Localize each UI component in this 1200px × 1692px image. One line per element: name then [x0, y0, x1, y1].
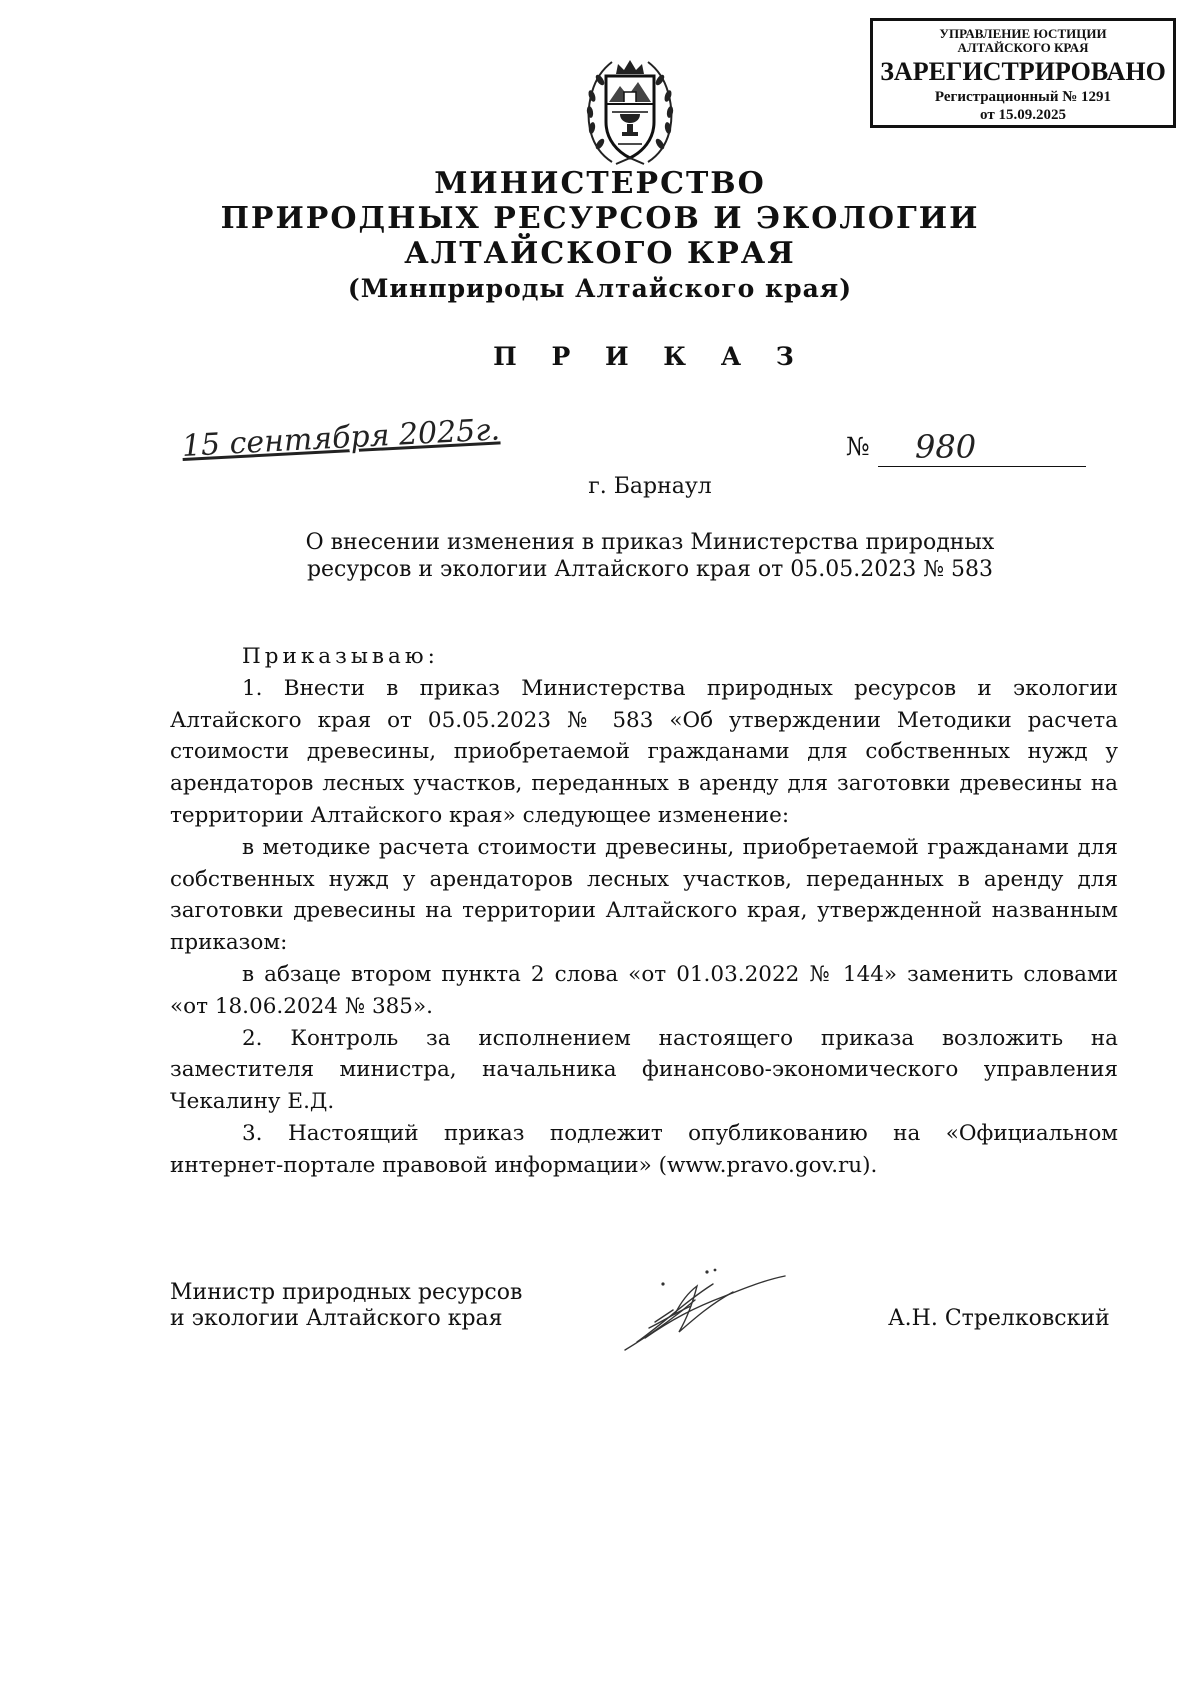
number-label: № — [846, 432, 870, 461]
stamp-status: ЗАРЕГИСТРИРОВАНО — [880, 57, 1166, 86]
order-lead: Приказываю: — [242, 644, 439, 669]
stamp-authority-line1: УПРАВЛЕНИЕ ЮСТИЦИИ — [939, 26, 1107, 41]
order-item-2: 2. Контроль за исполнением настоящего приказа возложить на заместителя министра, начальника финансово-экономического управления Чекалину Е.Д. — [170, 1025, 1118, 1115]
stamp-reg-date: от 15.09.2025 — [980, 107, 1066, 123]
position-line-2: и экологии Алтайского края — [170, 1306, 503, 1331]
coat-of-arms-emblem — [582, 56, 678, 172]
order-item-1-amendment: в методике расчета стоимости древесины, приобретаемой гражданами для собственных нужд у арендаторов лесных участков, переданных в аренду для заготовки древесины на территории Алтайского края, утвержденной названным приказом: — [170, 834, 1118, 956]
subject-line-2: ресурсов и экологии Алтайского края от 05.05.2023 № 583 — [306, 557, 994, 582]
handwritten-date: 15 сентября 2025г. — [181, 412, 501, 464]
number-underline — [878, 466, 1086, 467]
signatory-position — [170, 1280, 522, 1332]
order-item-1-replacement: в абзаце втором пункта 2 слова «от 01.03.2022 № 144» заменить словами «от 18.06.2024 № 385». — [170, 961, 1118, 1019]
header-line-2: ПРИРОДНЫХ РЕСУРСОВ И ЭКОЛОГИИ — [220, 201, 980, 236]
subject-line-1: О внесении изменения в приказ Министерства природных — [305, 530, 995, 555]
city: г. Барнаул — [588, 474, 712, 499]
stamp-authority-line2: АЛТАЙСКОГО КРАЯ — [957, 40, 1089, 55]
order-body — [170, 641, 1118, 1182]
order-item-1: 1. Внести в приказ Министерства природных ресурсов и экологии Алтайского края от 05.05.2023 № 583 «Об утверждении Методики расчета стоимости древесины, приобретаемой гражданами для собственных нужд у арендаторов лесных участков, переданных в аренду для заготовки древесины на территории Алтайского края» следующее изменение: — [170, 675, 1118, 828]
ministry-header — [150, 166, 1050, 306]
header-line-3: АЛТАЙСКОГО КРАЯ — [404, 236, 796, 271]
position-line-1: Министр природных ресурсов — [170, 1280, 523, 1305]
signatory-name: А.Н. Стрелковский — [888, 1306, 1110, 1331]
stamp-reg-number: Регистрационный № 1291 — [934, 89, 1112, 105]
document-type-title: П Р И К А З — [493, 342, 807, 371]
order-item-3: 3. Настоящий приказ подлежит опубликованию на «Официальном интернет-портале правовой информации» (www.pravo.gov.ru). — [170, 1120, 1118, 1178]
registration-stamp — [870, 18, 1176, 128]
handwritten-signature — [615, 1262, 805, 1362]
header-short-name: (Минприроды Алтайского края) — [347, 274, 853, 303]
handwritten-number: 980 — [915, 428, 977, 466]
order-subject — [150, 529, 1150, 583]
header-line-1: МИНИСТЕРСТВО — [434, 166, 766, 201]
